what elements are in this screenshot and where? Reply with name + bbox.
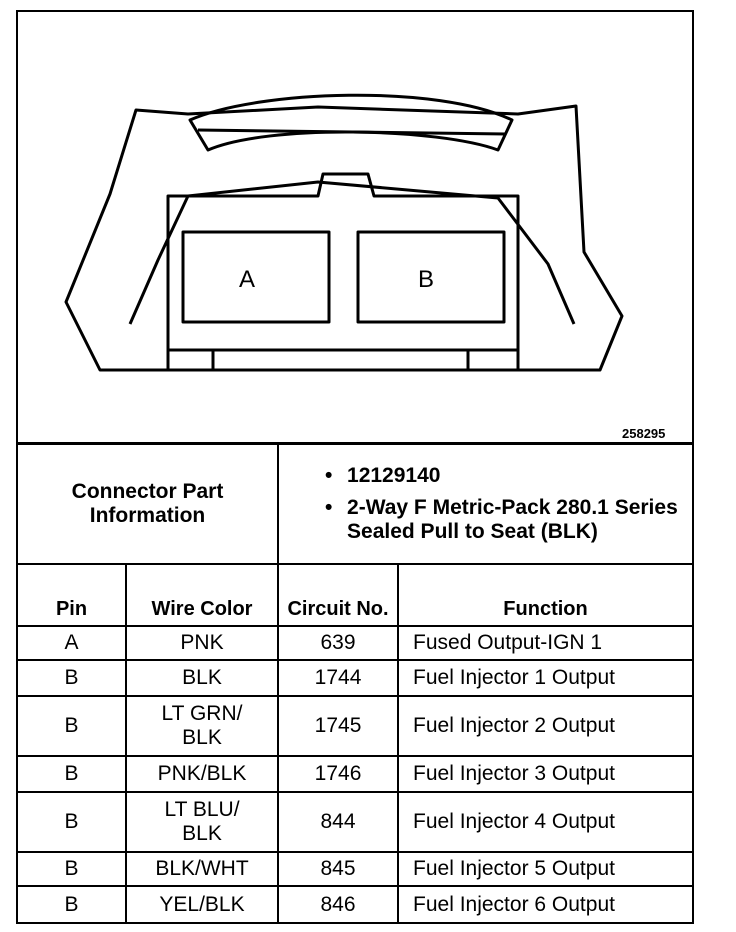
pin-cell: B (18, 756, 126, 792)
pin-cell: B (18, 792, 126, 852)
function-cell: Fuel Injector 5 Output (398, 852, 692, 886)
connector-inner-shell (130, 182, 574, 324)
cavity-a-label: A (238, 266, 256, 293)
circuit-cell: 639 (278, 626, 398, 660)
pin-cell: B (18, 886, 126, 922)
connector-info-items (278, 444, 692, 564)
connector-face (168, 174, 518, 370)
table-row (18, 756, 692, 792)
wire-color-cell: BLK/WHT (126, 852, 278, 886)
table-row (18, 886, 692, 922)
pin-cell: A (18, 626, 126, 660)
wire-color-cell: LT BLU/ BLK (126, 792, 278, 852)
function-cell: Fuel Injector 4 Output (398, 792, 692, 852)
wire-color-cell: YEL/BLK (126, 886, 278, 922)
wire-color-cell: LT GRN/ BLK (126, 696, 278, 756)
connector-info-label: Connector Part Information (18, 444, 278, 564)
function-cell: Fuel Injector 2 Output (398, 696, 692, 756)
function-cell: Fuel Injector 3 Output (398, 756, 692, 792)
connector-arch-line (198, 130, 506, 134)
wire-color-cell: PNK/BLK (126, 756, 278, 792)
cavity-a (183, 232, 329, 322)
header-wire-color: Wire Color (126, 564, 278, 626)
connector-outer-shell (66, 106, 622, 370)
figure-number: 258295 (622, 426, 666, 441)
function-cell: Fused Output-IGN 1 (398, 626, 692, 660)
header-circuit-no: Circuit No. (278, 564, 398, 626)
part-number: • 12129140 (325, 464, 692, 488)
table-row (18, 660, 692, 696)
wire-color-cell: PNK (126, 626, 278, 660)
pin-cell: B (18, 696, 126, 756)
circuit-cell: 845 (278, 852, 398, 886)
table-row (18, 696, 692, 756)
pin-cell: B (18, 852, 126, 886)
function-cell: Fuel Injector 6 Output (398, 886, 692, 922)
connector-diagram (18, 12, 692, 442)
connector-latch-arch (190, 95, 512, 150)
header-pin: Pin (18, 564, 126, 626)
circuit-cell: 1746 (278, 756, 398, 792)
function-cell: Fuel Injector 1 Output (398, 660, 692, 696)
table-row (18, 626, 692, 660)
circuit-cell: 1744 (278, 660, 398, 696)
header-function: Function (398, 564, 692, 626)
pin-table (18, 444, 692, 922)
circuit-cell: 846 (278, 886, 398, 922)
circuit-cell: 1745 (278, 696, 398, 756)
wire-color-cell: BLK (126, 660, 278, 696)
table-row (18, 852, 692, 886)
cavity-b-label: B (417, 266, 435, 293)
connector-sheet (16, 10, 694, 924)
table-header-row (18, 564, 692, 626)
pin-cell: B (18, 660, 126, 696)
connector-description: • 2-Way F Metric-Pack 280.1 Series Sealed Pull to Seat (BLK) (325, 496, 692, 544)
circuit-cell: 844 (278, 792, 398, 852)
table-row (18, 792, 692, 852)
connector-info-row (18, 444, 692, 564)
